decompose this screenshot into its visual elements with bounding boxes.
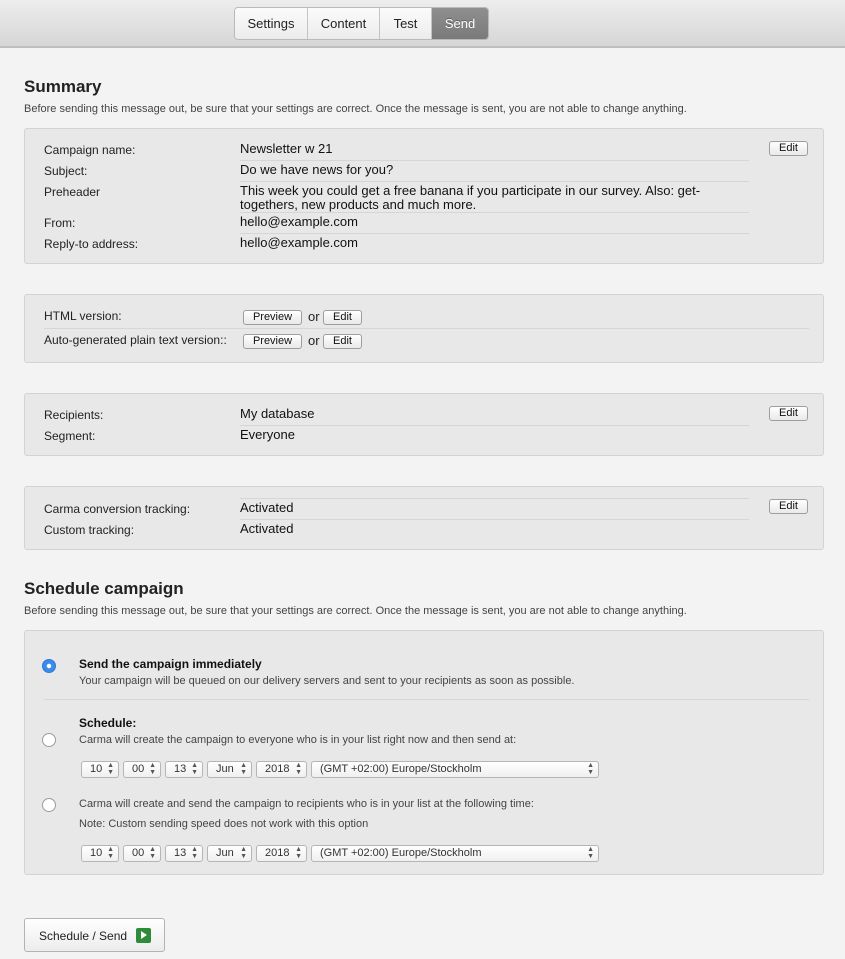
divider bbox=[240, 519, 749, 520]
day-select[interactable] bbox=[165, 845, 203, 862]
preview-plain-text-button[interactable]: Preview bbox=[243, 334, 302, 349]
updown-arrows-icon: ▲ ▼ bbox=[295, 762, 302, 776]
divider bbox=[240, 181, 749, 182]
hour-value: 10 bbox=[90, 763, 103, 775]
edit-tracking-button[interactable]: Edit bbox=[769, 499, 808, 514]
updown-arrows-icon: ▲ ▼ bbox=[587, 846, 594, 860]
edit-campaign-button[interactable]: Edit bbox=[769, 141, 808, 156]
divider bbox=[240, 425, 749, 426]
updown-arrows-icon: ▲ ▼ bbox=[107, 762, 114, 776]
updown-arrows-icon: ▲ ▼ bbox=[107, 846, 114, 860]
timezone-value: (GMT +02:00) Europe/Stockholm bbox=[320, 847, 482, 859]
divider bbox=[240, 233, 749, 234]
recipients-panel bbox=[24, 393, 824, 456]
subject-label: Subject: bbox=[44, 164, 88, 178]
timezone-select[interactable] bbox=[311, 761, 599, 778]
updown-arrows-icon: ▲ ▼ bbox=[149, 762, 156, 776]
hour-select[interactable] bbox=[81, 761, 119, 778]
timezone-select[interactable] bbox=[311, 845, 599, 862]
timezone-value: (GMT +02:00) Europe/Stockholm bbox=[320, 763, 482, 775]
campaign-name-value: Newsletter w 21 bbox=[240, 141, 333, 156]
reply-to-label: Reply-to address: bbox=[44, 237, 139, 251]
divider bbox=[44, 699, 809, 700]
play-icon bbox=[136, 928, 151, 943]
tracking-panel bbox=[24, 486, 824, 550]
month-value: Jun bbox=[216, 847, 234, 859]
recipients-value: My database bbox=[240, 406, 315, 421]
conversion-tracking-value: Activated bbox=[240, 500, 294, 515]
schedule-send-label: Schedule / Send bbox=[39, 929, 128, 943]
edit-recipients-button[interactable]: Edit bbox=[769, 406, 808, 421]
campaign-panel bbox=[24, 128, 824, 264]
month-select[interactable] bbox=[207, 761, 252, 778]
versions-panel bbox=[24, 294, 824, 363]
dynamic-schedule-note: Note: Custom sending speed does not work with this option bbox=[79, 818, 369, 830]
schedule-radio[interactable] bbox=[42, 733, 56, 747]
updown-arrows-icon: ▲ ▼ bbox=[240, 762, 247, 776]
edit-html-button[interactable]: Edit bbox=[323, 310, 362, 325]
top-bar bbox=[0, 0, 845, 48]
reply-to-value: hello@example.com bbox=[240, 235, 358, 250]
minute-value: 00 bbox=[132, 763, 145, 775]
summary-description: Before sending this message out, be sure that your settings are correct. Once the message is sent, you are not able to change anything. bbox=[24, 103, 687, 115]
updown-arrows-icon: ▲ ▼ bbox=[149, 846, 156, 860]
tab-content[interactable]: Content bbox=[308, 8, 380, 39]
send-immediately-radio[interactable] bbox=[42, 659, 56, 673]
year-value: 2018 bbox=[265, 763, 290, 775]
custom-tracking-value: Activated bbox=[240, 521, 294, 536]
schedule-description: Before sending this message out, be sure that your settings are correct. Once the message is sent, you are not able to change anything. bbox=[24, 605, 687, 617]
month-select[interactable] bbox=[207, 845, 252, 862]
conversion-tracking-label: Carma conversion tracking: bbox=[44, 502, 191, 516]
preview-html-button[interactable]: Preview bbox=[243, 310, 302, 325]
dynamic-schedule-text: Carma will create and send the campaign to recipients who is in your list at the following time: bbox=[79, 798, 534, 810]
summary-heading: Summary bbox=[24, 77, 102, 96]
schedule-title: Schedule: bbox=[79, 716, 137, 730]
schedule-text: Carma will create the campaign to everyone who is in your list right now and then send at: bbox=[79, 734, 517, 746]
segment-value: Everyone bbox=[240, 427, 295, 442]
tab-test[interactable]: Test bbox=[380, 8, 432, 39]
updown-arrows-icon: ▲ ▼ bbox=[587, 762, 594, 776]
hour-value: 10 bbox=[90, 847, 103, 859]
day-value: 13 bbox=[174, 763, 187, 775]
divider bbox=[44, 328, 809, 329]
or-text: or bbox=[308, 333, 320, 348]
tab-settings[interactable]: Settings bbox=[235, 8, 308, 39]
dynamic-schedule-radio[interactable] bbox=[42, 798, 56, 812]
minute-value: 00 bbox=[132, 847, 145, 859]
send-immediately-text: Your campaign will be queued on our delivery servers and sent to your recipients as soon as possible. bbox=[79, 675, 575, 687]
divider bbox=[240, 212, 749, 213]
day-value: 13 bbox=[174, 847, 187, 859]
year-select[interactable] bbox=[256, 761, 307, 778]
plain-text-label: Auto-generated plain text version:: bbox=[44, 333, 227, 347]
schedule-heading: Schedule campaign bbox=[24, 579, 184, 598]
minute-select[interactable] bbox=[123, 761, 161, 778]
day-select[interactable] bbox=[165, 761, 203, 778]
updown-arrows-icon: ▲ ▼ bbox=[240, 846, 247, 860]
preheader-label: Preheader bbox=[44, 185, 101, 199]
send-immediately-title: Send the campaign immediately bbox=[79, 657, 262, 671]
month-value: Jun bbox=[216, 763, 234, 775]
hour-select[interactable] bbox=[81, 845, 119, 862]
step-tabs bbox=[234, 7, 489, 40]
subject-value: Do we have news for you? bbox=[240, 162, 394, 177]
campaign-name-label: Campaign name: bbox=[44, 143, 136, 157]
updown-arrows-icon: ▲ ▼ bbox=[295, 846, 302, 860]
minute-select[interactable] bbox=[123, 845, 161, 862]
recipients-label: Recipients: bbox=[44, 408, 104, 422]
divider bbox=[240, 498, 749, 499]
edit-plain-text-button[interactable]: Edit bbox=[323, 334, 362, 349]
updown-arrows-icon: ▲ ▼ bbox=[191, 846, 198, 860]
schedule-send-button[interactable] bbox=[24, 918, 165, 952]
segment-label: Segment: bbox=[44, 429, 96, 443]
html-version-label: HTML version: bbox=[44, 309, 122, 323]
year-value: 2018 bbox=[265, 847, 290, 859]
divider bbox=[240, 160, 749, 161]
tab-send[interactable]: Send bbox=[432, 8, 488, 39]
preheader-value: This week you could get a free banana if you participate in our survey. Also: get-togethers, new products and much more. bbox=[240, 183, 701, 212]
or-text: or bbox=[308, 309, 320, 324]
year-select[interactable] bbox=[256, 845, 307, 862]
updown-arrows-icon: ▲ ▼ bbox=[191, 762, 198, 776]
from-value: hello@example.com bbox=[240, 214, 358, 229]
schedule-panel bbox=[24, 630, 824, 875]
from-label: From: bbox=[44, 216, 76, 230]
custom-tracking-label: Custom tracking: bbox=[44, 523, 135, 537]
